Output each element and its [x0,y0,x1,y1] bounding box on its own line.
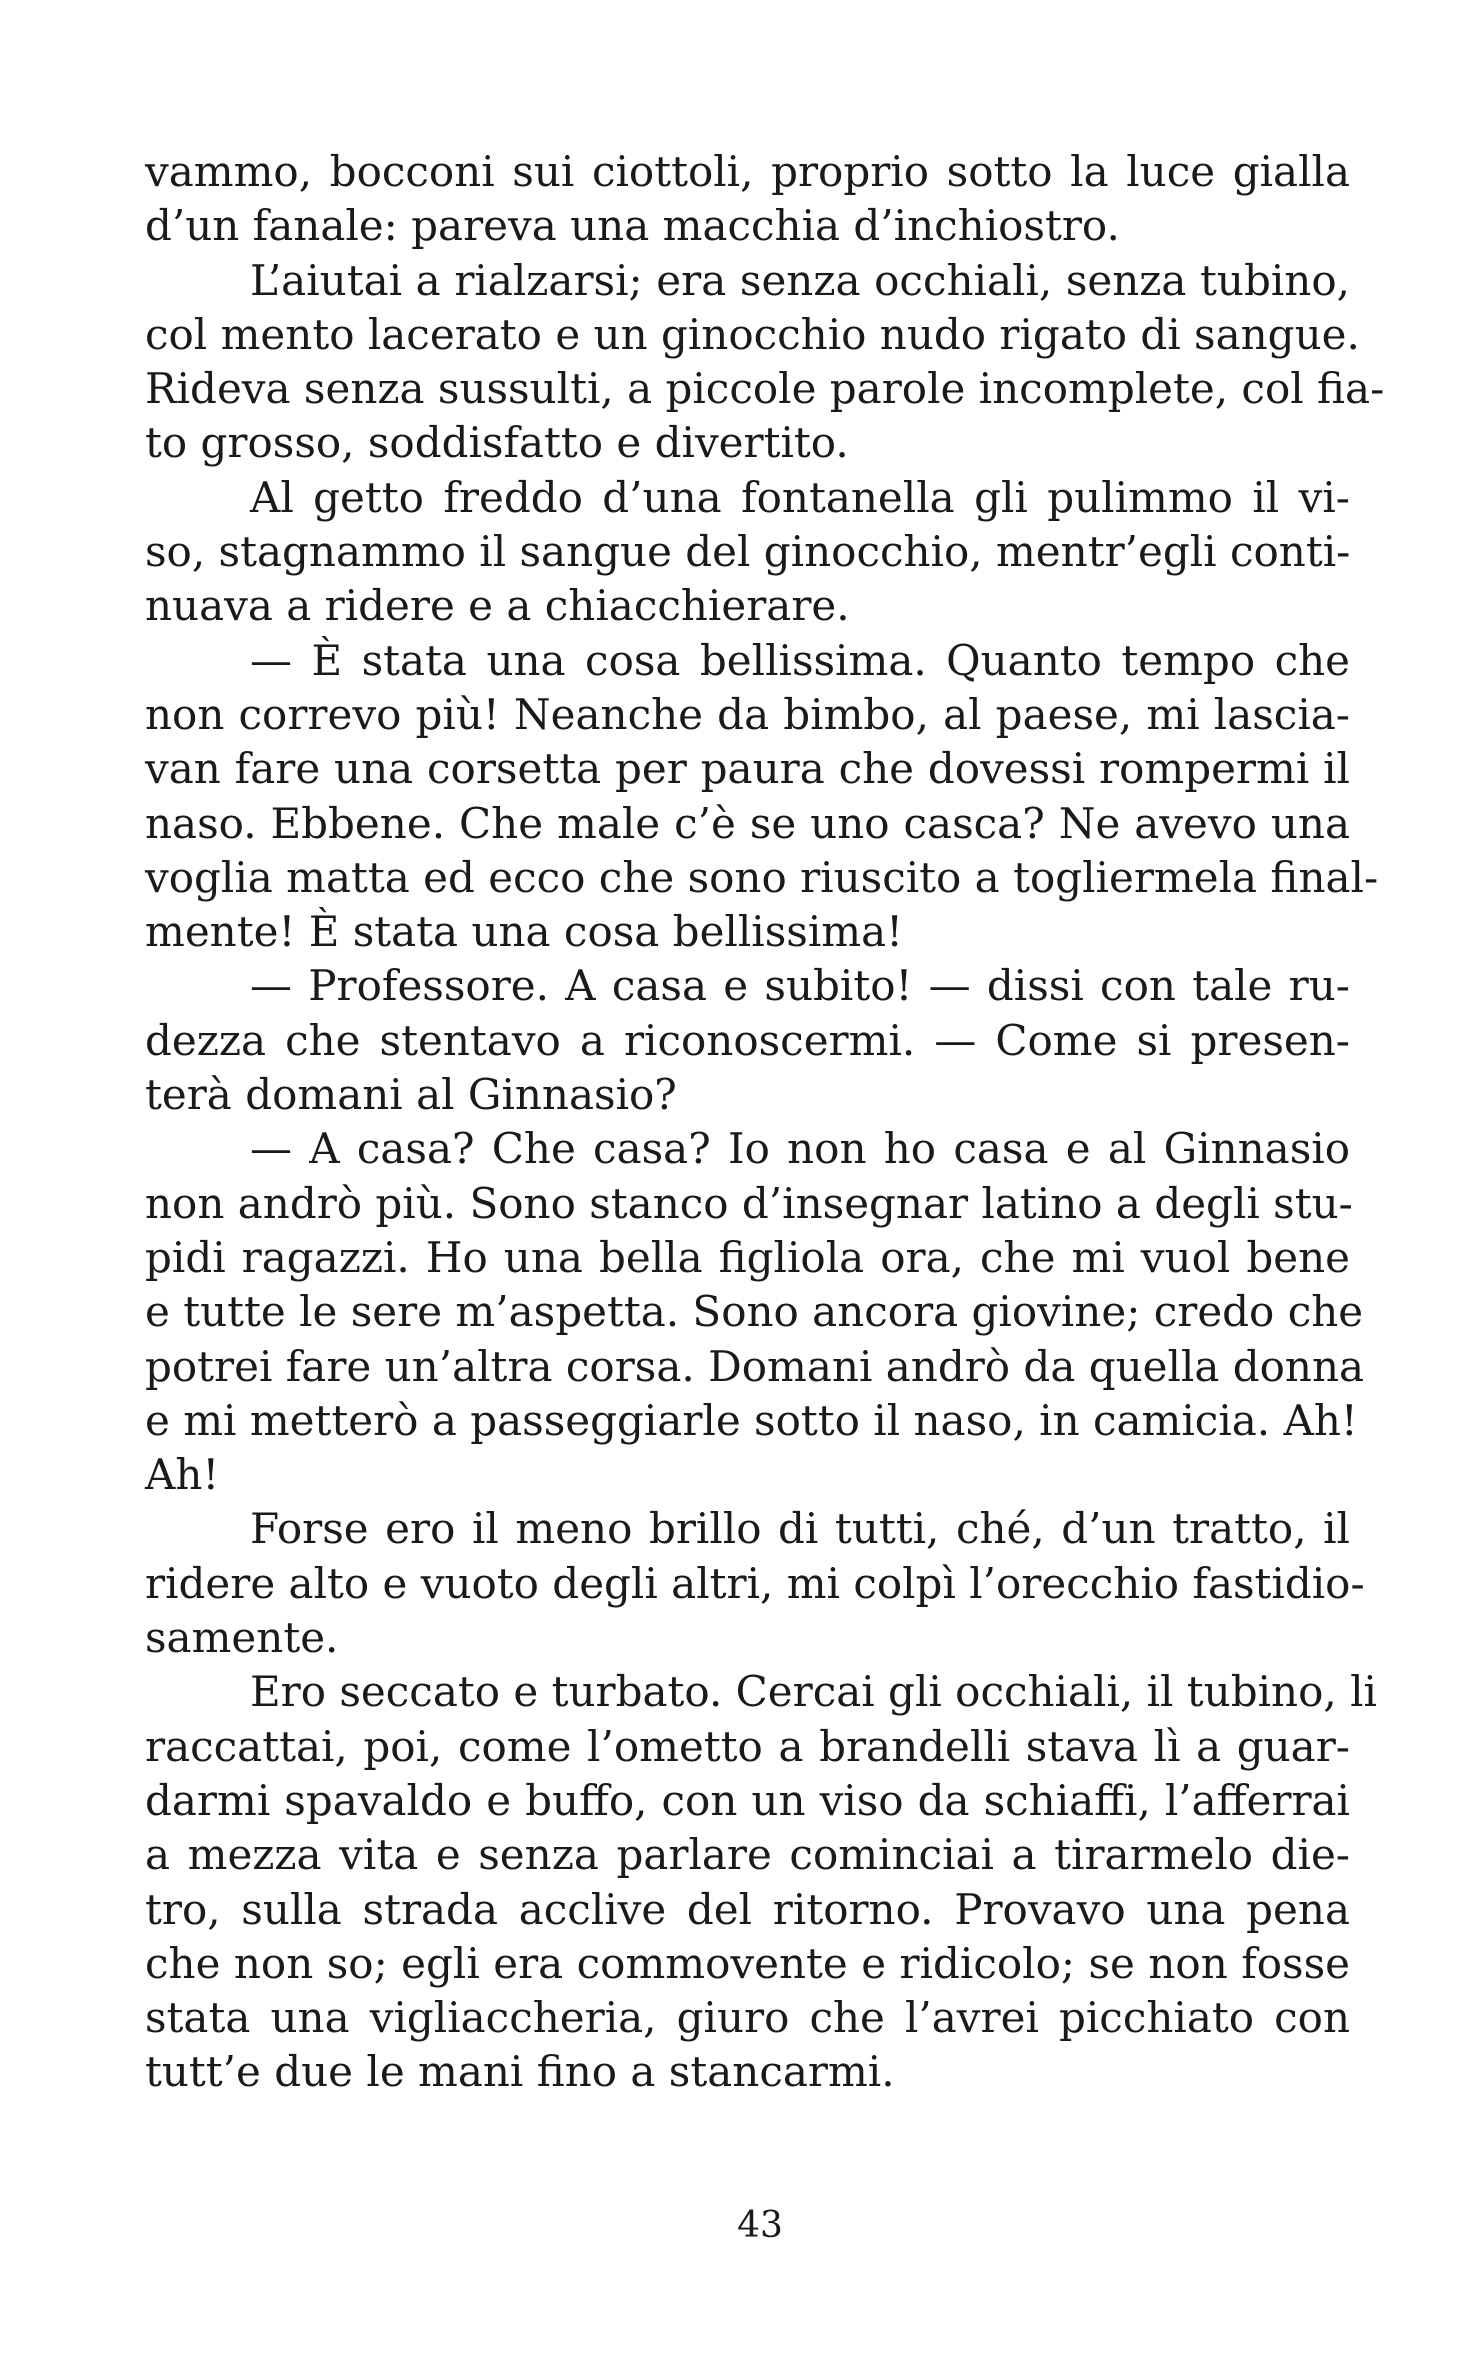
text-line: tro, sulla strada acclive del ritorno. Provavo una pena [145,1884,1350,1934]
text-line: Rideva senza sussulti, a piccole parole incomplete, col fia- [145,364,1385,414]
text-line: van fare una corsetta per paura che dovessi rompermi il [145,744,1350,794]
page-number: 43 [737,2205,783,2246]
text-line: pidi ragazzi. Ho una bella figliola ora, che mi vuol bene [145,1232,1350,1282]
text-line: voglia matta ed ecco che sono riuscito a togliermela final- [145,852,1379,902]
text-line: stata una vigliaccheria, giuro che l’avrei picchiato con [145,1993,1350,2043]
text-line: to grosso, soddisfatto e divertito. [145,418,849,468]
text-line: — È stata una cosa bellissima. Quanto tempo che [250,635,1350,685]
text-line: mente! È stata una cosa bellissima! [145,907,904,957]
text-line: d’un fanale: pareva una macchia d’inchiostro. [145,201,1120,251]
text-line: che non so; egli era commovente e ridicolo; se non fosse [145,1938,1350,1988]
text-line: tutt’e due le mani fino a stancarmi. [145,2047,895,2097]
text-line: Ah! [145,1450,220,1500]
text-line: samente. [145,1613,339,1663]
text-line: — A casa? Che casa? Io non ho casa e al Ginnasio [250,1124,1350,1174]
text-line: terà domani al Ginnasio? [145,1070,677,1120]
text-line: ridere alto e vuoto degli altri, mi colpì l’orecchio fastidio- [145,1558,1365,1608]
text-line: vammo, bocconi sui ciottoli, proprio sotto la luce gialla [145,147,1350,196]
text-line: Ero seccato e turbato. Cercai gli occhiali, il tubino, li [250,1667,1377,1717]
text-line: e mi metterò a passeggiarle sotto il naso, in camicia. Ah! [145,1395,1358,1445]
text-line: raccattai, poi, come l’ometto a brandelli stava lì a guar- [145,1721,1350,1771]
text-line: nuava a ridere e a chiacchierare. [145,581,850,631]
text-line: naso. Ebbene. Che male c’è se uno casca? Ne avevo una [145,798,1350,848]
text-line: — Professore. A casa e subito! — dissi con tale ru- [250,961,1350,1011]
text-line: Forse ero il meno brillo di tutti, ché, d’un tratto, il [250,1504,1350,1554]
text-line: potrei fare un’altra corsa. Domani andrò da quella donna [145,1341,1365,1391]
text-line: non correvo più! Neanche da bimbo, al paese, mi lascia- [145,689,1350,739]
text-line: col mento lacerato e un ginocchio nudo rigato di sangue. [145,309,1360,359]
text-line: non andrò più. Sono stanco d’insegnar latino a degli stu- [145,1178,1353,1228]
text-line: dezza che stentavo a riconoscermi. — Come si presen- [145,1015,1350,1065]
text-line: Al getto freddo d’una fontanella gli pulimmo il vi- [250,472,1350,522]
body-text [145,145,1385,2100]
text-line: so, stagnammo il sangue del ginocchio, mentr’egli conti- [145,527,1351,577]
text-line: darmi spavaldo e buffo, con un viso da schiaffi, l’afferrai [145,1775,1350,1825]
text-line: L’aiutai a rialzarsi; era senza occhiali, senza tubino, [250,255,1350,305]
text-line: a mezza vita e senza parlare cominciai a tirarmelo die- [145,1830,1350,1880]
text-line: e tutte le sere m’aspetta. Sono ancora giovine; credo che [145,1287,1364,1337]
